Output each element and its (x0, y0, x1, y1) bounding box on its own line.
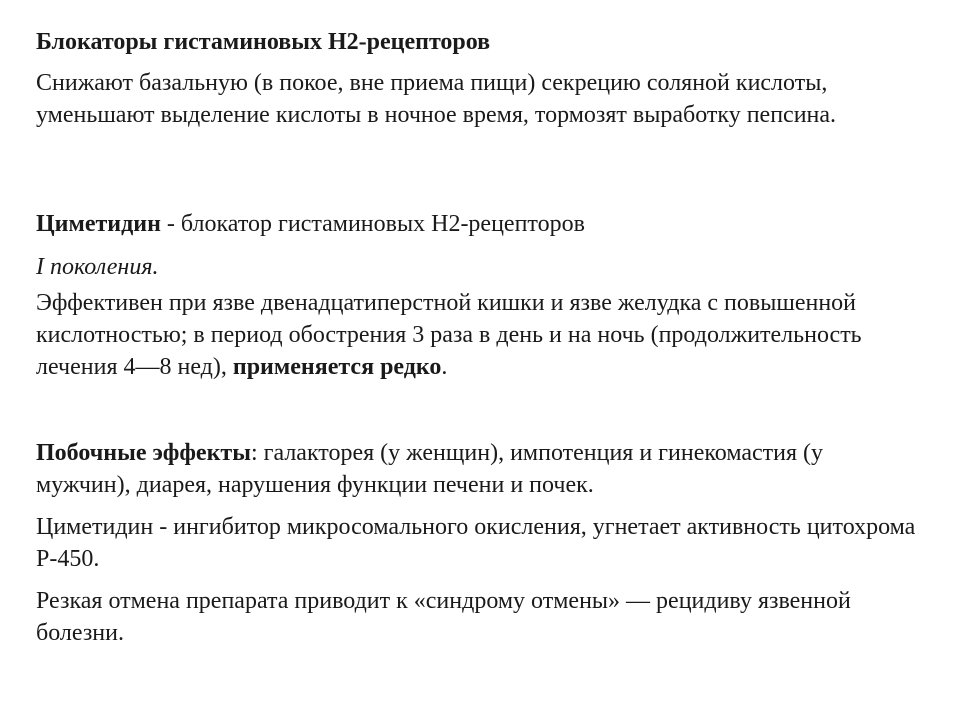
rarely-used-emphasis: применяется редко (232, 354, 442, 380)
effectiveness-paragraph (36, 287, 916, 383)
cimetidine-name: Циметидин (36, 211, 161, 237)
cimetidine-description: - блокатор гистаминовых Н2-рецепторов (160, 211, 585, 237)
cimetidine-heading (36, 208, 916, 240)
effectiveness-end: . (441, 354, 448, 380)
side-effects-paragraph (36, 437, 916, 501)
side-effects-label: Побочные эффекты (36, 440, 251, 466)
side-effects-text: : галакторея (у женщин), импотенция и гинекомастия (у мужчин), диарея, нарушения функции печени и почек. (36, 440, 824, 498)
slide-title: Блокаторы гистаминовых Н2-рецепторов (36, 29, 491, 55)
effectiveness-text: Эффективен при язве двенадцатиперстной кишки и язве желудка с повышенной кислотностью; в период обострения 3 раза в день и на ночь (продолжительность лечения 4—8 нед), (36, 290, 862, 380)
intro-paragraph: Снижают базальную (в покое, вне приема пищи) секрецию соляной кислоты, уменьшают выделение кислоты в ночное время, тормозят выработку пепсина. (36, 70, 837, 128)
withdrawal-paragraph: Резкая отмена препарата приводит к «синдрому отмены» — рецидиву язвенной болезни. (36, 588, 851, 646)
inhibitor-paragraph: Циметидин - ингибитор микросомального окисления, угнетает активность цитохрома Р-450. (36, 514, 916, 572)
cimetidine-generation: I поколения. (36, 254, 159, 280)
